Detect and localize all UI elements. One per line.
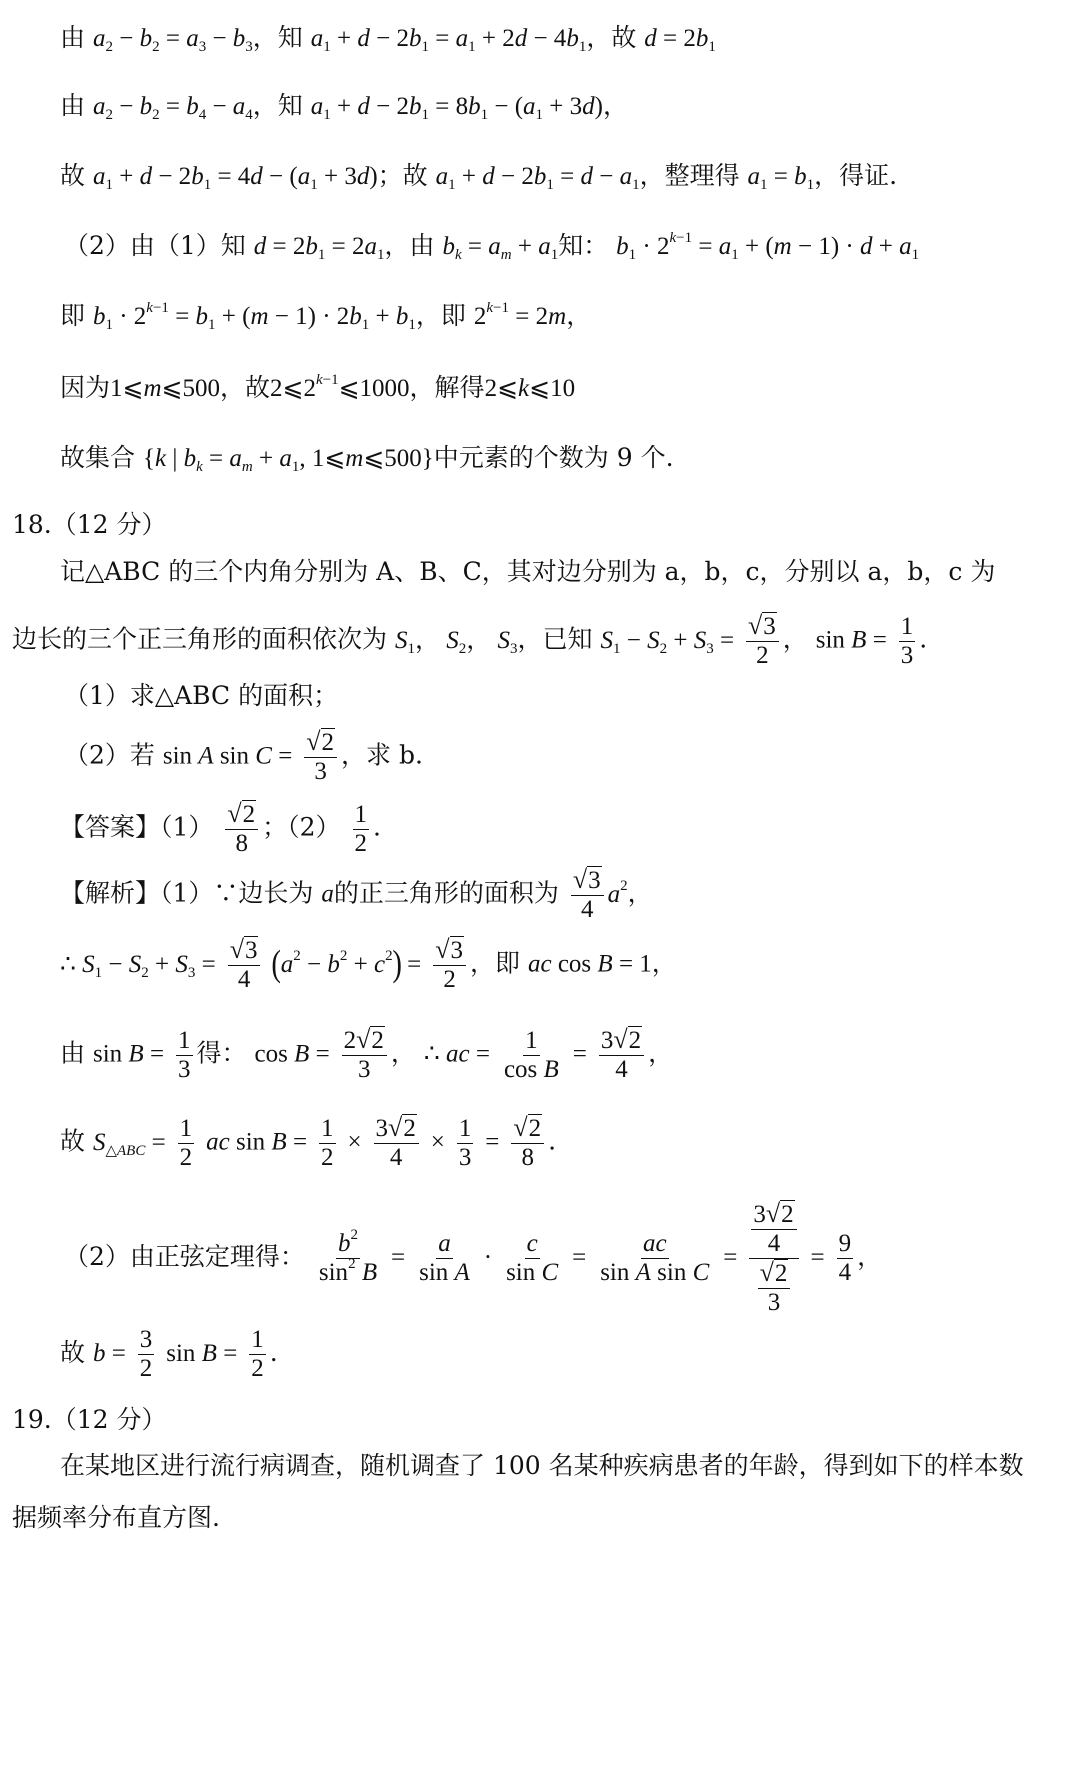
q18-analysis-6: 故 b = $\frac{3}{2}$ sin B = $\frac{1}{2}$ . — [60, 1326, 278, 1382]
prev-line-3: 故 $a_1 + d - 2b_1 = 4d - (a_1 + 3d)$；故 $a_1 + d - 2b_1 = d - a_1$，整理得 $a_1 = b_1$，得证. — [60, 161, 898, 193]
q18-analysis-1: 【解析】（1）∵边长为 a的正三角形的面积为 $\frac{√3}{4}$ $a^2$， — [60, 865, 653, 923]
q18-analysis-2: ∴ $S_1 - S_2 + S_3$ = $\frac{√3}{4}$ $(a^2 - b^2 + c^2)$ = $\frac{√3}{2}$ ，即 ac cos B = 1， — [60, 935, 677, 993]
prev-line-2: 由 $a_2 - b_2 = b_4 - a_4$，知 $a_1 + d - 2b_1 = 8b_1 - (a_1 + 3d)$， — [60, 91, 628, 123]
prev-line-1: 由 $a_2 - b_2 = a_3 - b_3$，知 $a_1 + d - 2b_1 = a_1 + 2d - 4b_1$，故 $d = 2b_1$ — [60, 23, 716, 55]
q18-number: 18.（12 分） — [12, 510, 167, 539]
q18-analysis-3: 由 sin B = $\frac{1}{3}$ 得： cos B = $\frac{2√2}{3}$ ， ∴ ac = $\frac{1}{\text{cos B}}$ = $\frac{3√2}{4}$ ， — [60, 1025, 674, 1083]
prev-line-6: 因为1⩽m⩽500，故$2⩽2^{k-1}⩽1000$，解得2⩽k⩽10 — [60, 372, 576, 402]
prev-line-4: （2）由（1）知 $d = 2b_1 = 2a_1$，由 $b_k = a_m + a_1$知： $b_1 \cdot 2^{k-1} = a_1 + (m - 1) \cdot d + a_1$ — [64, 230, 920, 263]
q18-stem-line-1: 记△ABC 的三个内角分别为 A、B、C，其对边分别为 a，b，c，分别以 a，b，c 为 — [60, 557, 996, 586]
q18-part-1: （1）求△ABC 的面积； — [64, 681, 339, 710]
prev-line-5: 即 $b_1 \cdot 2^{k-1} = b_1 + (m - 1) \cdot 2b_1 + b_1$，即 $2^{k-1} = 2m$， — [60, 300, 592, 333]
q18-stem-line-2: 边长的三个正三角形的面积依次为 $S_1$， $S_2$， $S_3$，已知 $S_1 - S_2 + S_3$ = $\frac{√3}{2}$ ， sin B = $\frac{1}{3}$ . — [12, 611, 928, 669]
q19-stem-line-1: 在某地区进行流行病调查，随机调查了 100 名某种疾病患者的年龄，得到如下的样本数 — [60, 1451, 1024, 1480]
prev-line-7: 故集合 {k | $b_k = a_m + a_1$, 1⩽m⩽500}中元素的个数为 9 个. — [60, 443, 674, 475]
q19-number: 19.（12 分） — [12, 1405, 167, 1434]
q19-stem-line-2: 据频率分布直方图. — [12, 1503, 220, 1532]
q18-part-2: （2）若 sin A sin C = $\frac{√2}{3}$ ，求 b. — [64, 727, 423, 785]
q18-analysis-5: （2）由正弦定理得： $\frac{b^2}{\sin^2 B}$ = $\frac{a}{\text{sin A}}$ · $\frac{c}{\text{sin C}}$ = $\frac{ac}{\text{sin A sin C}}$ = $\frac{\frac{3√2}{4}}{\frac{√2}{3}}$ = $\frac{9}{4}$ ， — [64, 1199, 883, 1316]
q18-analysis-4: 故 $S_{\triangle ABC}$ = $\frac{1}{2}$ ac sin B = $\frac{1}{2}$ × $\frac{3√2}{4}$ × $\frac{1}{3}$ = $\frac{√2}{8}$ . — [60, 1113, 557, 1171]
q18-answer: 【答案】（1） $\frac{√2}{8}$ ；（2） $\frac{1}{2}$ . — [60, 799, 381, 857]
